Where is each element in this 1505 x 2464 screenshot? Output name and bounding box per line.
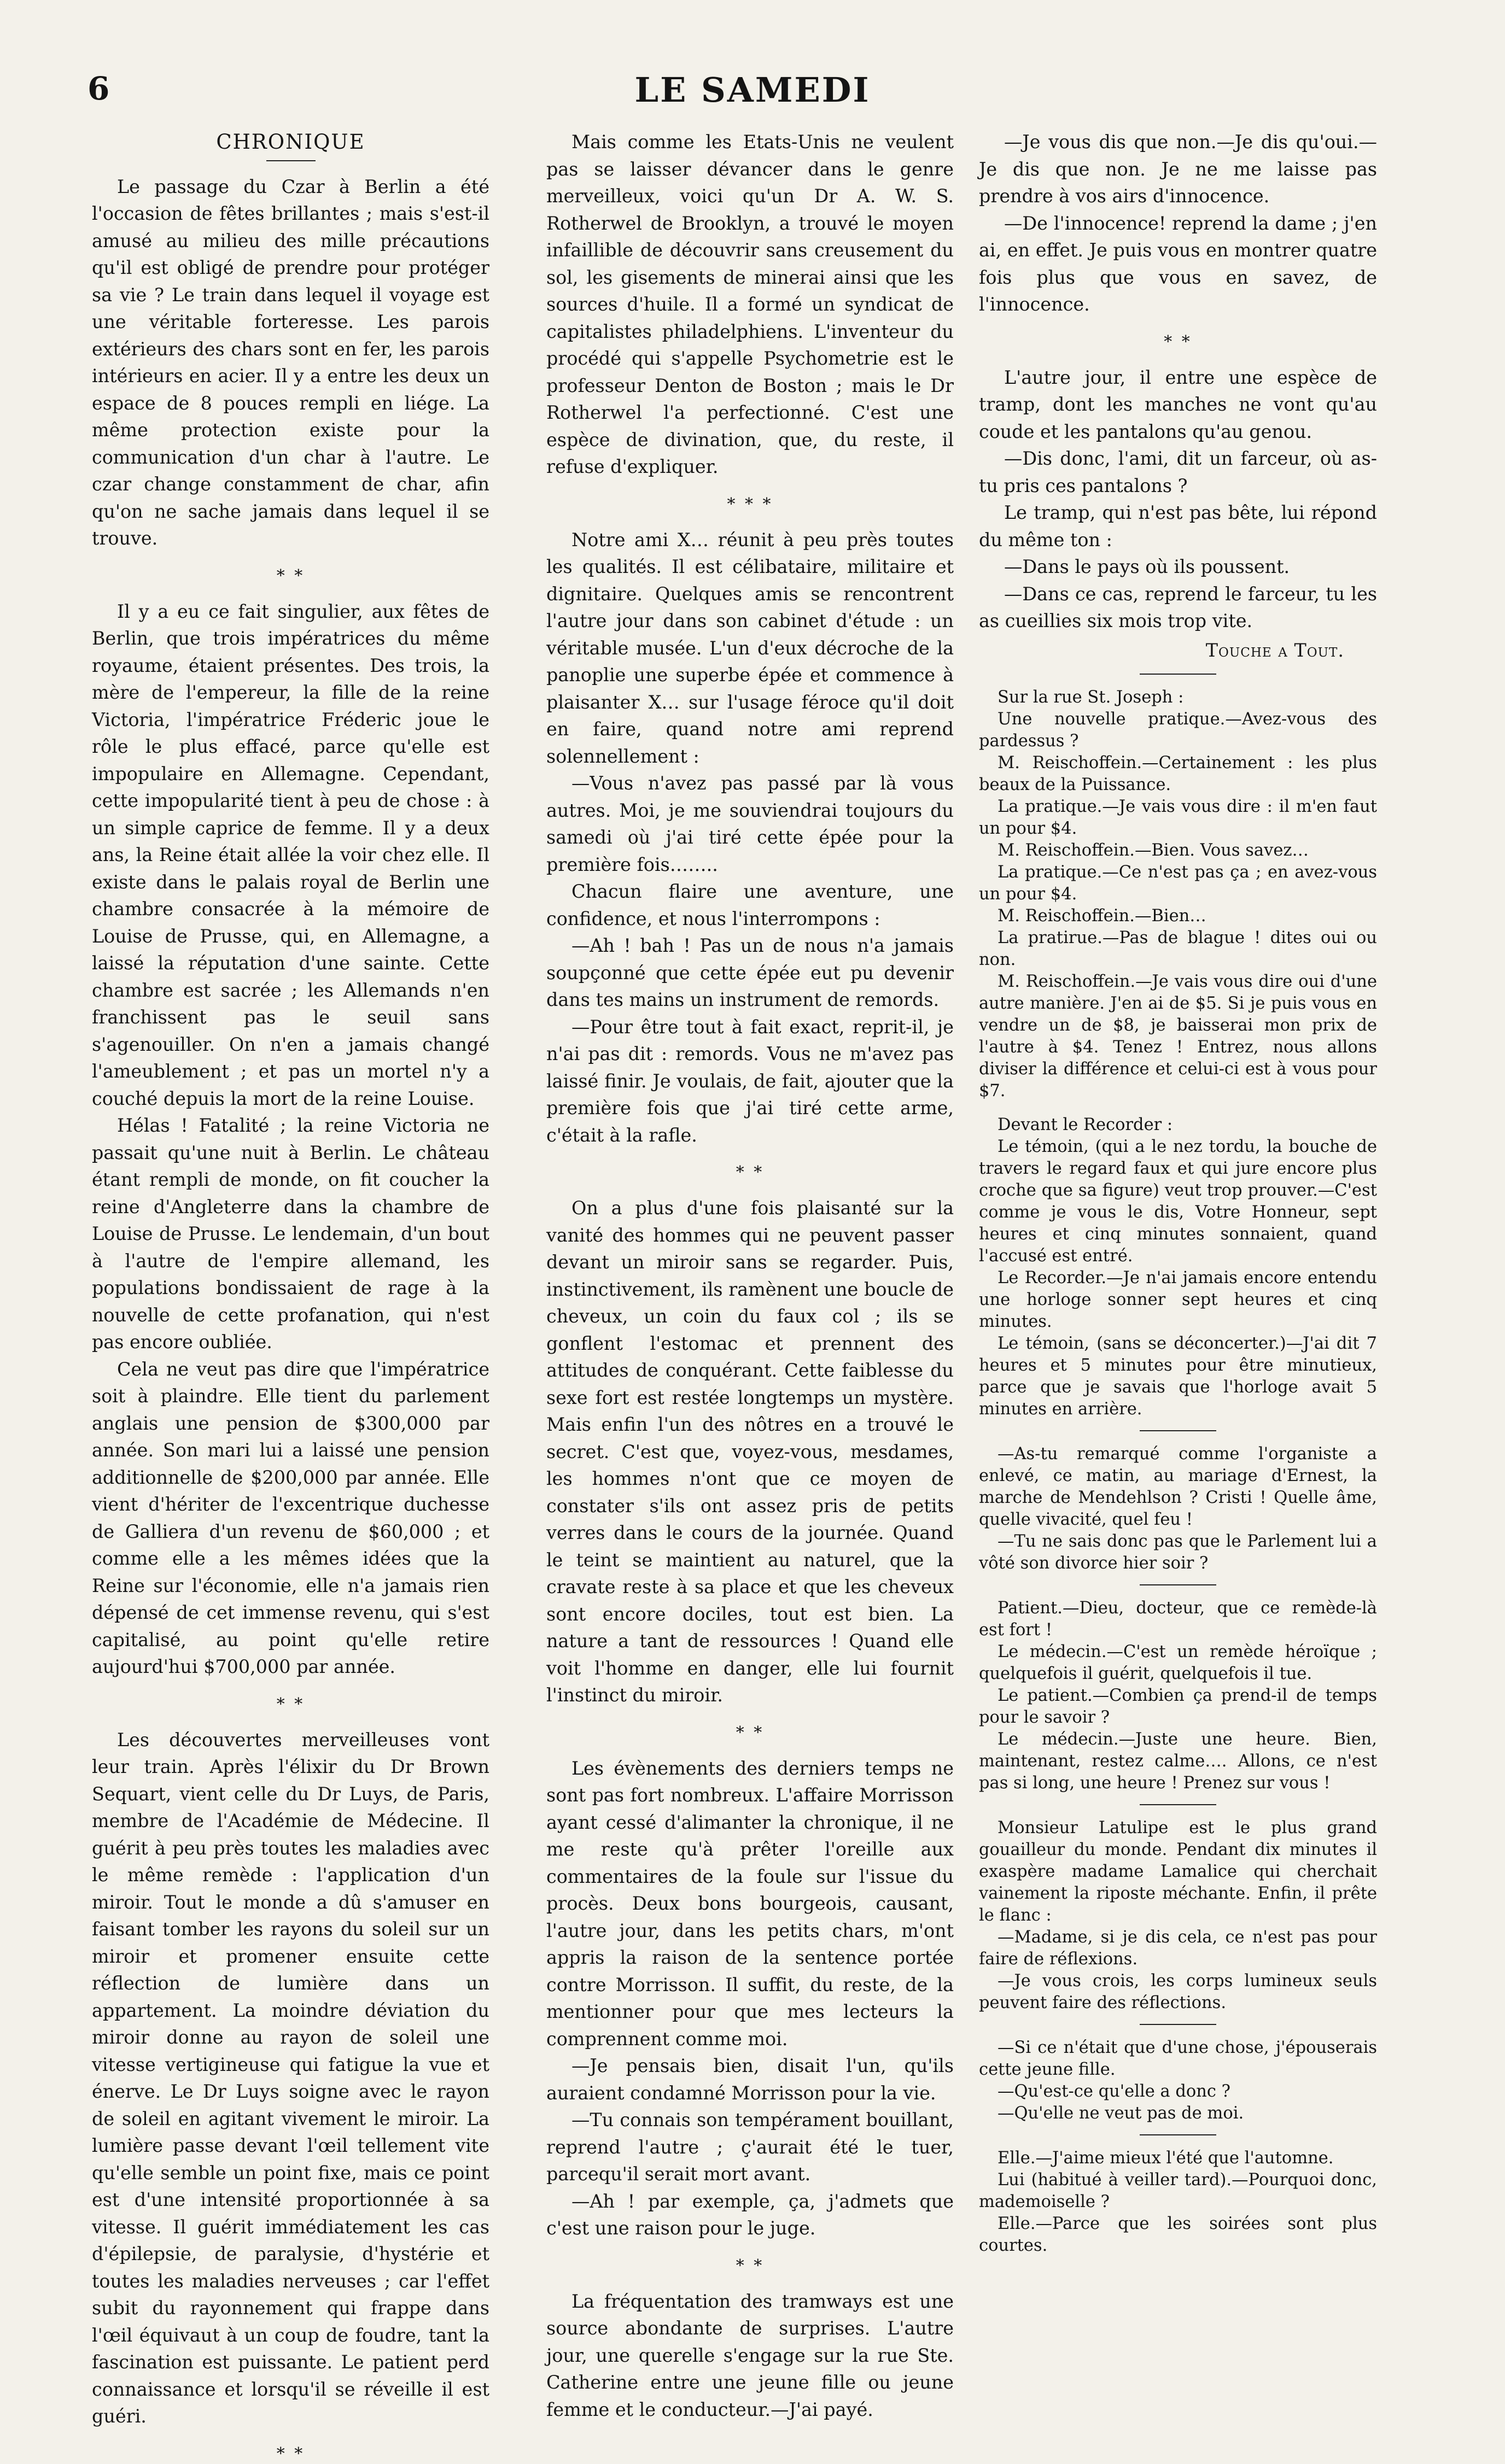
paragraph: Mais comme les Etats-Unis ne veulent pas se laisser dévancer dans le genre merveilleux, voici qu'un Dr A. W. S. Rotherwel de Brooklyn, a trouvé le moyen infaillible de découvrir sans creusement du sol, les gisements de minerai ainsi que les sources d'huile. Il a formé un syndicat de capitalistes philadelphiens. L'inventeur du procédé qui s'appelle Psychometrie est le professeur Denton de Boston ; mais le Dr Rotherwel l'a perfectionné. C'est une espèce de divination, que, du reste, il refuse d'expliquer. [546, 131, 954, 477]
dialogue-line: Le témoin, (sans se déconcerter.)—J'ai dit 7 heures et 5 minutes pour être minutieux, parce que je savais que l'horloge avait 5 minutes en arrière. [979, 1334, 1377, 1419]
anecdote-block [979, 2147, 1377, 2257]
dialogue-line: Une nouvelle pratique.—Avez-vous des pardessus ? [979, 710, 1377, 751]
anecdote-block [979, 2037, 1377, 2124]
asterism-divider: * * [1164, 332, 1192, 352]
author-signature: Touche a Tout. [1205, 639, 1344, 661]
asterism-divider: * * [276, 2444, 305, 2463]
spacer [979, 1102, 1377, 1114]
asterism-divider: * * * [727, 494, 773, 514]
dialogue-line: —Tu ne sais donc pas que le Parlement lui a vôté son divorce hier soir ? [979, 1532, 1377, 1573]
paragraph: —De l'innocence! reprend la dame ; j'en ai, en effet. Je puis vous en montrer quatre fois plus que vous en savez, de l'innocence. [979, 212, 1377, 315]
section-rule [1140, 1584, 1216, 1585]
asterism-divider: * * [736, 2256, 765, 2275]
asterism-divider: * * [276, 1694, 305, 1714]
newspaper-title: LE SAMEDI [634, 70, 871, 110]
dialogue-line: —Si ce n'était que d'une chose, j'épouserais cette jeune fille. [979, 2038, 1377, 2079]
paragraph: Chacun flaire une aventure, une confidence, et nous l'interrompons : [546, 881, 954, 929]
anecdote-block [979, 1443, 1377, 1575]
dialogue-line: Sur la rue St. Joseph : [998, 688, 1184, 707]
dialogue-line: —Qu'elle ne veut pas de moi. [998, 2104, 1244, 2123]
dialogue-line: —Qu'est-ce qu'elle a donc ? [998, 2082, 1231, 2101]
paragraph: Hélas ! Fatalité ; la reine Victoria ne passait qu'une nuit à Berlin. Le château étant rempli de monde, on fit coucher la reine d'Angleterre dans la chambre de Louise de Prusse. Le lendemain, d'un bout à l'autre de l'empire allemand, les populations bondissaient de rage à la nouvelle de cette profanation, qui n'est pas encore oubliée. [92, 1115, 489, 1353]
dialogue-line: Monsieur Latulipe est le plus grand gouailleur du monde. Pendant dix minutes il exaspère madame Lamalice qui cherchait vainement la riposte méchante. Enfin, il prête le flanc : [979, 1818, 1377, 1925]
dialogue-line: Le médecin.—Juste une heure. Bien, maintenant, restez calme…. Allons, ce n'est pas si long, une heure ! Prenez sur vous ! [979, 1730, 1377, 1793]
paragraph: —Vous n'avez pas passé par là vous autres. Moi, je me souviendrai toujours du samedi où j'ai tiré cette épée pour la première fois…….. [546, 772, 954, 875]
paragraph: Notre ami X… réunit à peu près toutes les qualités. Il est célibataire, militaire et dignitaire. Quelques amis se rencontrent l'autre jour dans son cabinet d'étude : un véritable musée. L'un d'eux décroche de la panoplie une superbe épée et commence à plaisanter X… sur l'usage féroce qu'il doit en faire, quand notre ami reprend solennellement : [546, 529, 954, 767]
section-rule [1140, 2134, 1216, 2135]
dialogue-line: Le patient.—Combien ça prend-il de temps pour le savoir ? [979, 1686, 1377, 1727]
paragraph: —Je vous dis que non.—Je dis qu'oui.—Je dis que non. Je ne me laisse pas prendre à vos airs d'innocence. [979, 131, 1377, 207]
column-2 [546, 128, 954, 2420]
section-rule [1140, 674, 1216, 675]
section-rule [1140, 2024, 1216, 2025]
paragraph: —Je pensais bien, disait l'un, qu'ils auraient condamné Morrisson pour la vie. [546, 2055, 954, 2104]
dialogue-line: M. Reischoffein.—Bien… [998, 906, 1206, 926]
paragraph: Cela ne veut pas dire que l'impératrice soit à plaindre. Elle tient du parlement anglais une pension de $300,000 par année. Son mari lui a laissé une pension additionnelle de $200,000 par année. Elle vient d'hériter de l'excentrique duchesse de Galliera d'un revenu de $60,000 ; et comme elle a les mêmes idées que la Reine sur l'économie, elle n'a jamais rien dépensé de cet immense revenu, qui s'est capitalisé, au point qu'elle retire aujourd'hui $700,000 par année. [92, 1358, 489, 1677]
dialogue-line: —As-tu remarqué comme l'organiste a enlevé, ce matin, au mariage d'Ernest, la marche de Mendehlson ? Cristi ! Quelle âme, quelle vivacité, quel feu ! [979, 1444, 1377, 1529]
column-1 [92, 128, 489, 2463]
dialogue-line: Lui (habitué à veiller tard).—Pourquoi donc, mademoiselle ? [979, 2170, 1377, 2211]
anecdote-block [979, 1817, 1377, 2014]
paragraph: —Dans ce cas, reprend le farceur, tu les as cueillies six mois trop vite. [979, 583, 1377, 631]
paragraph: Il y a eu ce fait singulier, aux fêtes de Berlin, que trois impératrices du même royaume, étaient présentes. Des trois, la mère de l'empereur, la fille de la reine Victoria, l'impératrice Fréderic joue le rôle le plus effacé, parce qu'elle est impopulaire en Allemagne. Cependant, cette impopularité tient à peu de chose : à un simple caprice de femme. Il y a deux ans, la Reine était allée la voir chez elle. Il existe dans le palais royal de Berlin une chambre consacrée à la mémoire de Louise de Prusse, qui, en Allemagne, a laissé la réputation d'une sainte. Cette chambre est sacrée ; les Allemands n'en franchissent pas le seuil sans s'agenouiller. On n'en a jamais changé l'ameublement ; et pas un mortel n'y a couché depuis la mort de la reine Louise. [92, 600, 489, 1109]
dialogue-line: M. Reischoffein.—Bien. Vous savez… [998, 841, 1309, 860]
dialogue-line: Le témoin, (qui a le nez tordu, la bouche de travers le regard faux et qui jure encore plus croche que sa figure) veut trop prouver.—C'est comme je vous le dis, Votre Honneur, sept heures et cinq minutes sonnaient, quand l'accusé est entré. [979, 1137, 1377, 1266]
section-rule [1140, 1804, 1216, 1805]
asterism-divider: * * [276, 566, 305, 586]
anecdote-block [979, 687, 1377, 1102]
paragraph: Les évènements des derniers temps ne sont pas fort nombreux. L'affaire Morrisson ayant cessé d'alimanter la chronique, il ne me reste qu'à prêter l'oreille aux commentaires de la foule sur l'issue du procès. Deux bons bourgeois, causant, l'autre jour, dans les petits chars, m'ont appris la raison de la sentence portée contre Morrisson. Il suffit, du reste, de la mentionner pour que mes lecteurs la comprennent comme moi. [546, 1757, 954, 2050]
paragraph: Le passage du Czar à Berlin a été l'occasion de fêtes brillantes ; mais s'est-il amusé au milieu des mille précautions qu'il est obligé de prendre pour protéger sa vie ? Le train dans lequel il voyage est une véritable forteresse. Les parois extérieurs des chars sont en fer, les parois intérieurs en acier. Il y a entre les deux un espace de 8 pouces rempli en liége. La même protection existe pour la communication d'un char à l'autre. Le czar change constamment de char, afin qu'on ne sache jamais dans lequel il se trouve. [92, 175, 489, 549]
paragraph: —Pour être tout à fait exact, reprit-il, je n'ai pas dit : remords. Vous ne m'avez pas laissé finir. Je voulais, de fait, ajouter que la première fois que j'ai tiré cette arme, c'était à la rafle. [546, 1016, 954, 1146]
dialogue-line: La pratirue.—Pas de blague ! dites oui ou non. [979, 928, 1377, 969]
dialogue-line: La pratique.—Je vais vous dire : il m'en faut un pour $4. [979, 797, 1377, 838]
paragraph: —Dis donc, l'ami, dit un farceur, où as-tu pris ces pantalons ? [979, 448, 1377, 496]
dialogue-line: Devant le Recorder : [998, 1115, 1173, 1134]
paragraph: Le tramp, qui n'est pas bête, lui répond du même ton : [979, 502, 1377, 551]
paragraph: —Ah ! bah ! Pas un de nous n'a jamais soupçonné que cette épée eut pu devenir dans tes mains un instrument de remords. [546, 935, 954, 1010]
paragraph: —Ah ! par exemple, ça, j'admets que c'est une raison pour le juge. [546, 2190, 954, 2239]
paragraph: On a plus d'une fois plaisanté sur la vanité des hommes qui ne peuvent passer devant un miroir sans se regarder. Puis, instinctivement, ils ramènent une boucle de cheveux, un coin du faux col ; ils se gonflent l'estomac et prennent des attitudes de conquérant. Cette faiblesse du sexe fort est restée longtemps un mystère. Mais enfin l'un des nôtres en a trouvé le secret. C'est que, voyez-vous, mesdames, les hommes n'ont que ce moyen de constater s'ils ont assez pris de petits verres dans le cours de la journée. Quand le teint se maintient au naturel, que la cravate reste à sa place et que les cheveux sont encore dociles, tout est bien. La nature a tant de ressources ! Quand elle voit l'homme en danger, elle lui fournit l'instinct du miroir. [546, 1197, 954, 1706]
paragraph: Les découvertes merveilleuses vont leur train. Après l'élixir du Dr Brown Sequart, vient celle du Dr Luys, de Paris, membre de l'Académie de Médecine. Il guérit à peu près toutes les maladies avec le même remède : l'application d'un miroir. Tout le monde a dû s'amuser en faisant tomber les rayons du soleil sur un miroir et promener ensuite cette réflection de lumière dans un appartement. La moindre déviation du miroir donne au rayon de soleil une vitesse vertigineuse qui fatigue la vue et énerve. Le Dr Luys soigne avec le rayon de soleil en agitant vivement le miroir. La lumière passe devant l'œil tellement vite qu'elle semble un point fixe, mais ce point est d'une intensité proportionnée à sa vitesse. Il guérit immédiatement les cas d'épilepsie, de paralysie, d'hystérie et toutes les maladies nerveuses ; car l'effet subit du rayonnement qui frappe dans l'œil équivaut à un coup de foudre, tant la fascination est puissante. Le patient perd connaissance et lorsqu'il se réveille il est guéri. [92, 1729, 489, 2427]
column-3 [979, 128, 1377, 2255]
page-header [0, 70, 1505, 119]
dialogue-line: M. Reischoffein.—Certainement : les plus beaux de la Puissance. [979, 753, 1377, 794]
anecdote-block [979, 1597, 1377, 1794]
anecdote-block [979, 1114, 1377, 1420]
asterism-divider: * * [736, 1723, 765, 1742]
section-heading: CHRONIQUE [216, 130, 365, 154]
dialogue-line: Le médecin.—C'est un remède héroïque ; quelquefois il guérit, quelquefois il tue. [979, 1642, 1377, 1683]
dialogue-line: Le Recorder.—Je n'ai jamais encore entendu une horloge sonner sept heures et cinq minutes. [979, 1268, 1377, 1331]
section-rule [1140, 1430, 1216, 1431]
dialogue-line: M. Reischoffein.—Je vais vous dire oui d'une autre manière. J'en ai de $5. Si je puis vous en vendre un de $8, je baisserai mon prix de l'autre à $4. Tenez ! Entrez, nous allons diviser la différence et celui-ci est à vous pour $7. [979, 972, 1377, 1101]
paragraph: L'autre jour, il entre une espèce de tramp, dont les manches ne vont qu'au coude et les pantalons qu'au genou. [979, 366, 1377, 442]
dialogue-line: La pratique.—Ce n'est pas ça ; en avez-vous un pour $4. [979, 863, 1377, 904]
dialogue-line: —Je vous crois, les corps lumineux seuls peuvent faire des réflections. [979, 1971, 1377, 2012]
dialogue-line: Patient.—Dieu, docteur, que ce remède-là est fort ! [979, 1599, 1377, 1640]
paragraph: —Dans le pays où ils poussent. [1004, 556, 1290, 577]
dialogue-line: —Madame, si je dis cela, ce n'est pas pour faire de réflexions. [979, 1928, 1377, 1969]
dialogue-line: Elle.—J'aime mieux l'été que l'automne. [998, 2149, 1334, 2168]
heading-rule [266, 160, 316, 161]
page-number: 6 [88, 70, 110, 107]
dialogue-line: Elle.—Parce que les soirées sont plus courtes. [979, 2214, 1377, 2255]
asterism-divider: * * [736, 1163, 765, 1182]
paragraph: La fréquentation des tramways est une source abondante de surprises. L'autre jour, une querelle s'engage sur la rue Ste. Catherine entre une jeune fille ou jeune femme et le conducteur.—J'ai payé. [546, 2290, 954, 2420]
paragraph: —Tu connais son tempérament bouillant, reprend l'autre ; ç'aurait été le tuer, parcequ'il serait mort avant. [546, 2109, 954, 2185]
